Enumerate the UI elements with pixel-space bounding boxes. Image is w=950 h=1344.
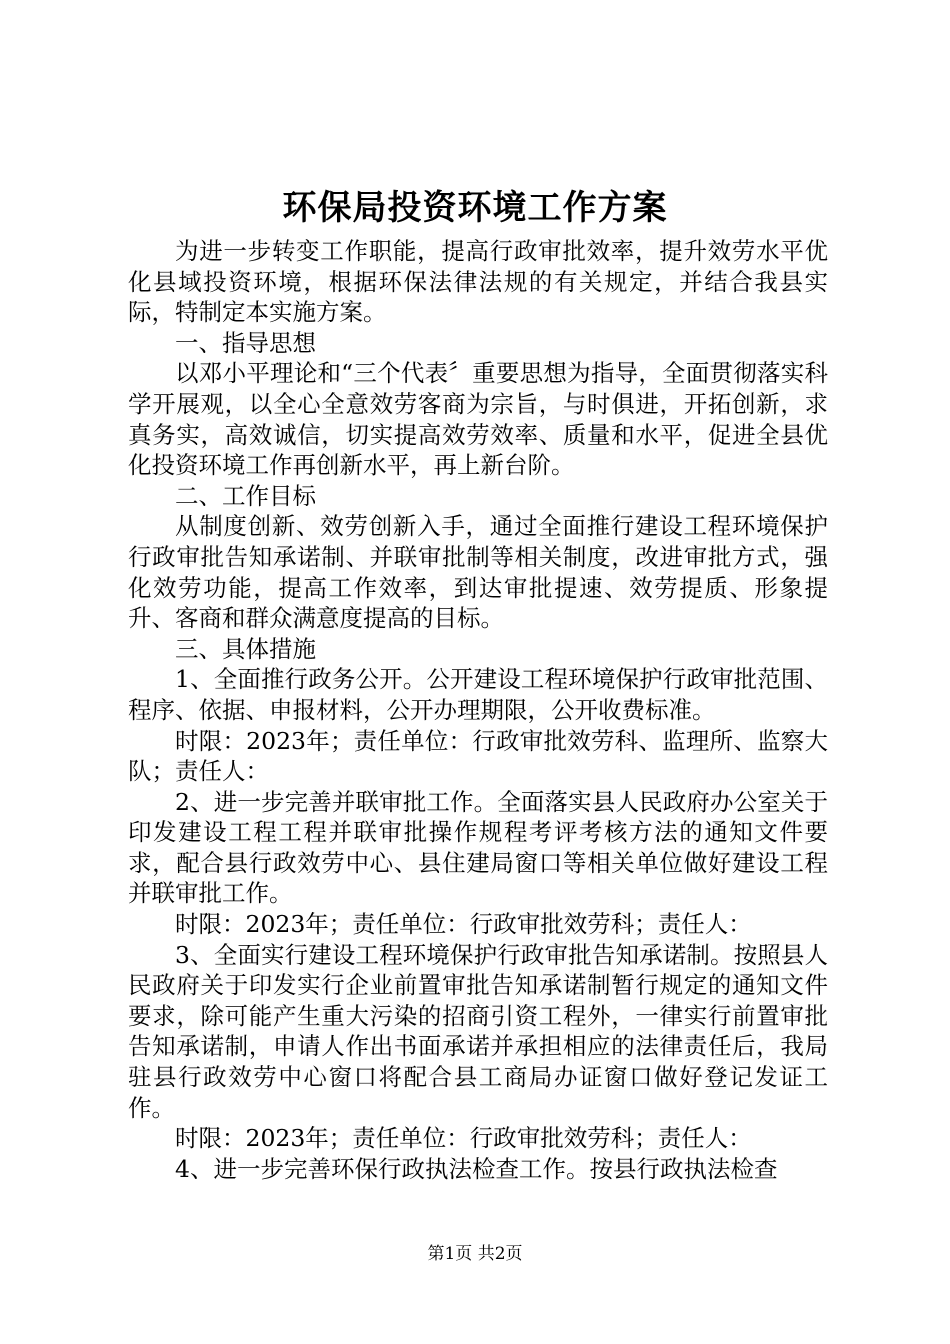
paragraph-measure-3-deadline: 时限：2023年；责任单位：行政审批效劳科；责任人： xyxy=(175,1124,752,1153)
paragraph-measure-1: 1、全面推行政务公开。公开建设工程环境保护行政审批范围、程序、依据、申报材料，公开办理期限，公开收费标准。 xyxy=(128,665,828,724)
paragraph-measure-1-deadline: 时限：2023年；责任单位：行政审批效劳科、监理所、监察大队；责任人： xyxy=(128,726,828,786)
paragraph-measure-2: 2、进一步完善并联审批工作。全面落实县人民政府办公室关于印发建设工程工程并联审批操作规程考评考核方法的通知文件要求，配合县行政效劳中心、县住建局窗口等相关单位做好建设工程并联审批工作。 xyxy=(128,787,828,908)
paragraph-measure-4: 4、进一步完善环保行政执法检查工作。按县行政执法检查 xyxy=(175,1154,778,1183)
paragraph-guiding-thought: 以邓小平理论和“三个代表〞重要思想为指导，全面贯彻落实科学开展观，以全心全意效劳客商为宗旨，与时俱进，开拓创新，求真务实，高效诚信，切实提高效劳效率、质量和水平，促进全县优化投资环境工作再创新水平，再上新台阶。 xyxy=(128,359,828,480)
paragraph-measure-3: 3、全面实行建设工程环境保护行政审批告知承诺制。按照县人民政府关于印发实行企业前置审批告知承诺制暂行规定的通知文件要求，除可能产生重大污染的招商引资工程外，一律实行前置审批告知承诺制，申请人作出书面承诺并承担相应的法律责任后，我局驻县行政效劳中心窗口将配合县工商局办证窗口做好登记发证工作。 xyxy=(128,940,828,1122)
paragraph-intro: 为进一步转变工作职能，提高行政审批效率，提升效劳水平优化县域投资环境，根据环保法律法规的有关规定，并结合我县实际，特制定本实施方案。 xyxy=(128,237,828,327)
document-body xyxy=(128,236,828,1184)
heading-work-goals: 二、工作目标 xyxy=(175,481,316,510)
paragraph-work-goals: 从制度创新、效劳创新入手，通过全面推行建设工程环境保护行政审批告知承诺制、并联审批制等相关制度，改进审批方式，强化效劳功能，提高工作效率，到达审批提速、效劳提质、形象提升、客商和群众满意度提高的目标。 xyxy=(128,512,828,633)
paragraph-measure-2-deadline: 时限：2023年；责任单位：行政审批效劳科；责任人： xyxy=(175,910,752,939)
document-title: 环保局投资环境工作方案 xyxy=(282,188,668,228)
heading-guiding-thought: 一、指导思想 xyxy=(175,328,316,357)
heading-specific-measures: 三、具体措施 xyxy=(175,634,316,663)
page-number-footer: 第1页 共2页 xyxy=(427,1244,523,1264)
